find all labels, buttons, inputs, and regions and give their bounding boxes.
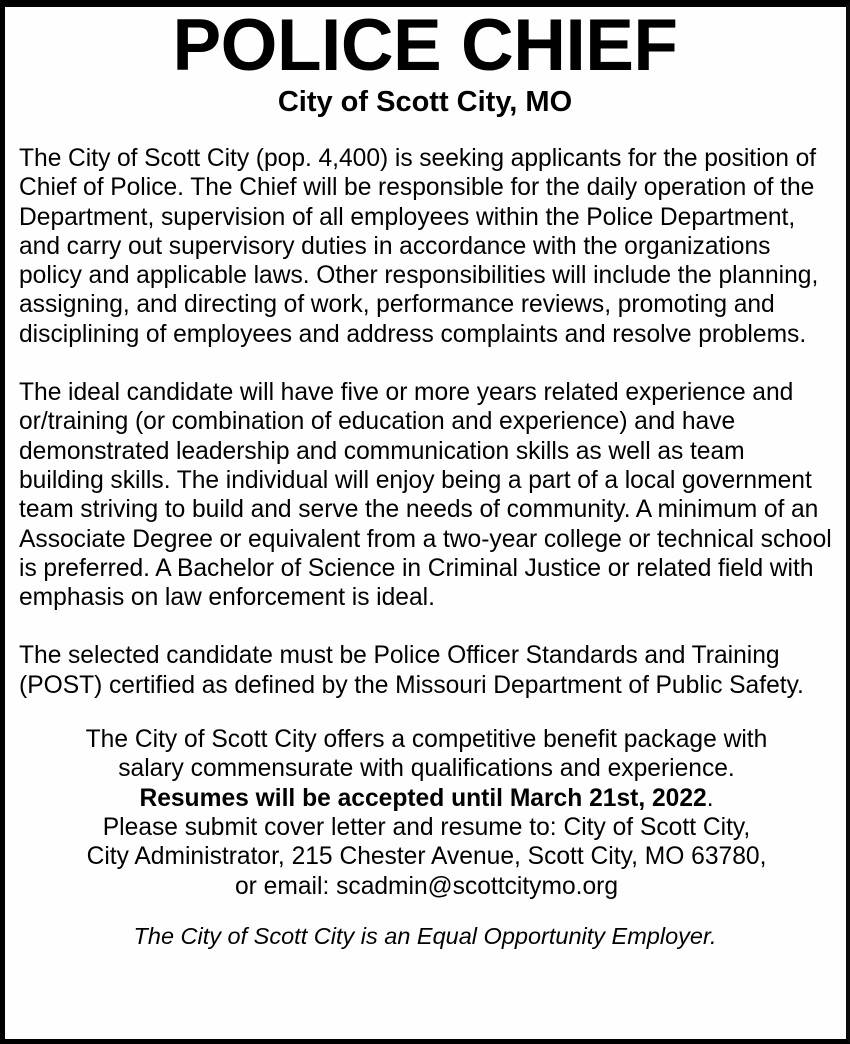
qualifications-paragraph: The ideal candidate will have five or more years related experience and or/training (or combination of education and experience) and have demonstrated leadership and communication skills as well as team building skills. The individual will enjoy being a part of a local government team striving to build and serve the needs of community. A minimum of an Associate Degree or equivalent from a two-year college or technical school is preferred. A Bachelor of Science in Criminal Justice or related field with emphasis on law enforcement is ideal. [19,379,832,612]
submit-email-line: or email: scadmin@scottcitymo.org [234,872,619,900]
advertisement-content [5,7,846,1039]
job-description-paragraph: The City of Scott City (pop. 4,400) is seeking applicants for the position of Chief of Police. The Chief will be responsible for the daily operation of the Department, supervision of all employees within the Police Department, and carry out supervisory duties in accordance with the organizations policy and applicable laws. Other responsibilities will include the planning, assigning, and directing of work, performance reviews, promoting and disciplining of employees and address complaints and resolve problems. [19,145,819,348]
deadline-text: Resumes will be accepted until March 21st, 2022 [139,784,707,812]
page-subtitle: City of Scott City, MO [277,86,573,118]
benefits-line-1: The City of Scott City offers a competitive benefit package with [85,726,768,754]
submit-instructions-line-1: Please submit cover letter and resume to: City of Scott City, [102,813,751,841]
headline-block [14,7,836,119]
benefits-line-2: salary commensurate with qualifications and experience. [118,755,735,783]
equal-opportunity-statement: The City of Scott City is an Equal Opportunity Employer. [133,922,717,949]
certification-paragraph: The selected candidate must be Police Officer Standards and Training (POST) certified as defined by the Missouri Department of Public Safety. [19,642,804,699]
page-title: POLICE CHIEF [172,5,678,86]
body-block [14,119,836,700]
application-deadline [19,784,834,813]
submit-address-line: City Administrator, 215 Chester Avenue, Scott City, MO 63780, [86,843,767,871]
closing-block [14,700,836,901]
deadline-period: . [706,784,714,812]
equal-opportunity-block [14,901,836,950]
